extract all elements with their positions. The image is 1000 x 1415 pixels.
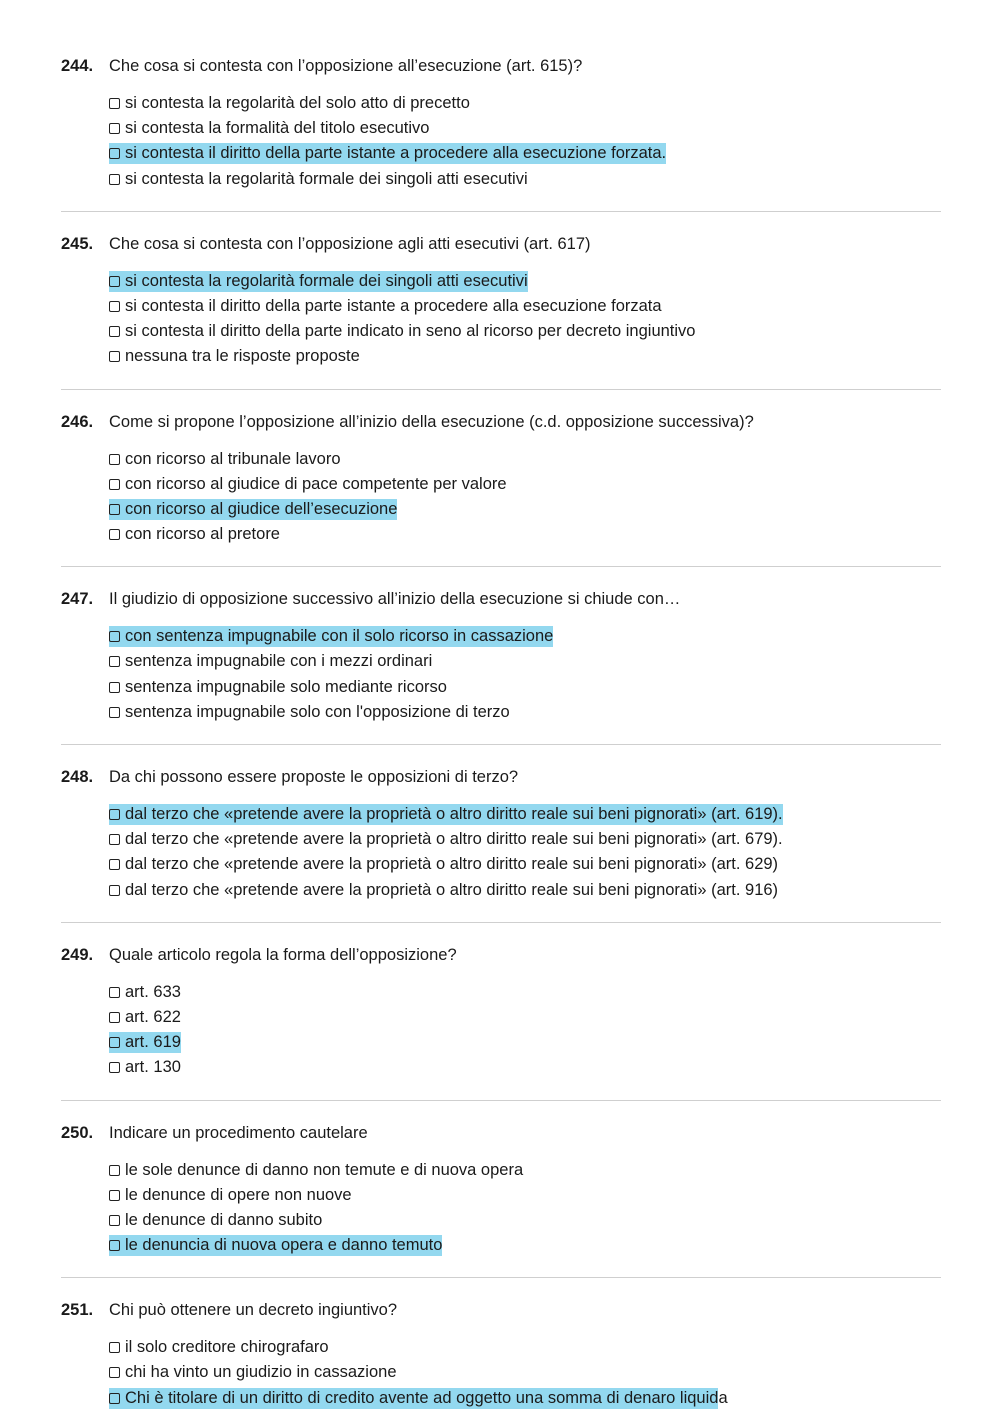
- checkbox-icon[interactable]: [109, 326, 120, 337]
- correct-answer-highlight: [109, 1388, 718, 1409]
- answer-content: [109, 1210, 322, 1231]
- answer-option[interactable]: [109, 1055, 941, 1080]
- answer-option-correct[interactable]: [109, 1030, 941, 1055]
- question-block: [61, 765, 941, 903]
- answer-text: art. 622: [125, 1007, 181, 1026]
- question-block: [61, 54, 941, 192]
- answer-option[interactable]: [109, 675, 941, 700]
- answer-text: dal terzo che «pretende avere la proprietà o altro diritto reale sui beni pignorati» (art. 629): [125, 855, 779, 874]
- question-separator: [61, 211, 941, 212]
- answer-content: [109, 524, 280, 545]
- answer-text: si contesta il diritto della parte istante a procedere alla esecuzione forzata.: [125, 144, 667, 163]
- checkbox-icon[interactable]: [109, 631, 120, 642]
- answer-option[interactable]: [109, 878, 941, 903]
- answer-option[interactable]: [109, 167, 941, 192]
- answer-content: [109, 449, 341, 470]
- question-separator: [61, 1277, 941, 1278]
- answer-list: [61, 980, 941, 1081]
- answer-text: si contesta la regolarità formale dei singoli atti esecutivi: [125, 271, 528, 290]
- answer-option[interactable]: [109, 344, 941, 369]
- question-number: 250.: [61, 1123, 94, 1142]
- answer-option[interactable]: [109, 1005, 941, 1030]
- question-header: [61, 765, 941, 789]
- answer-option[interactable]: [109, 827, 941, 852]
- correct-answer-highlight: [109, 499, 397, 520]
- checkbox-icon[interactable]: [109, 148, 120, 159]
- checkbox-icon[interactable]: [109, 1190, 120, 1201]
- checkbox-icon[interactable]: [109, 1012, 120, 1023]
- answer-option-correct[interactable]: [109, 1386, 941, 1411]
- answer-text: si contesta la formalità del titolo esecutivo: [125, 119, 430, 138]
- checkbox-icon[interactable]: [109, 707, 120, 718]
- checkbox-icon[interactable]: [109, 1367, 120, 1378]
- question-separator: [61, 566, 941, 567]
- correct-answer-highlight: [109, 1235, 442, 1256]
- checkbox-icon[interactable]: [109, 1062, 120, 1073]
- question-number: 248.: [61, 768, 94, 786]
- question-header: [61, 587, 941, 611]
- answer-option[interactable]: [109, 700, 941, 725]
- answer-text: si contesta il diritto della parte indicato in seno al ricorso per decreto ingiuntivo: [125, 322, 696, 341]
- question-text: Chi può ottenere un decreto ingiuntivo?: [109, 1301, 398, 1320]
- answer-text: si contesta la regolarità del solo atto di precetto: [125, 94, 470, 112]
- question-number: 245.: [61, 234, 94, 253]
- answer-text: le denuncia di nuova opera e danno temuto: [125, 1236, 443, 1255]
- answer-content: [109, 880, 778, 901]
- answer-text: con sentenza impugnabile con il solo ricorso in cassazione: [125, 627, 554, 646]
- answer-text: art. 619: [125, 1033, 181, 1052]
- answer-option-correct[interactable]: [109, 1233, 941, 1258]
- checkbox-icon[interactable]: [109, 682, 120, 693]
- answer-content: [109, 1362, 397, 1383]
- answer-content: [109, 1057, 181, 1078]
- question-block: [61, 232, 941, 370]
- answer-text: con ricorso al giudice di pace competente per valore: [125, 474, 507, 493]
- answer-text: si contesta la regolarità formale dei singoli atti esecutivi: [125, 169, 528, 188]
- answer-content: [109, 829, 783, 850]
- question-text: Che cosa si contesta con l’opposizione agli atti esecutivi (art. 617): [109, 234, 591, 253]
- checkbox-icon[interactable]: [109, 1393, 120, 1404]
- answer-content: [109, 474, 507, 495]
- question-number: 244.: [61, 57, 94, 75]
- answer-option[interactable]: [109, 980, 941, 1005]
- question-text: Come si propone l’opposizione all’inizio della esecuzione (c.d. opposizione successiva)?: [109, 412, 754, 431]
- question-number: 247.: [61, 590, 94, 609]
- question-separator: [61, 744, 941, 745]
- answer-list: [61, 624, 941, 725]
- checkbox-icon[interactable]: [109, 1165, 120, 1176]
- answer-list: [61, 447, 941, 548]
- checkbox-icon[interactable]: [109, 479, 120, 490]
- answer-option[interactable]: [109, 852, 941, 877]
- answer-text: sentenza impugnabile solo con l'opposizione di terzo: [125, 702, 510, 721]
- answer-content: [109, 677, 447, 698]
- answer-text: le denunce di opere non nuove: [125, 1185, 352, 1204]
- correct-answer-highlight: [109, 1032, 181, 1053]
- question-block: [61, 1121, 941, 1259]
- question-number: 249.: [61, 945, 94, 964]
- answer-option[interactable]: [109, 1335, 941, 1360]
- question-separator: [61, 389, 941, 390]
- checkbox-icon[interactable]: [109, 1342, 120, 1353]
- question-block: [61, 410, 941, 548]
- answer-option[interactable]: [109, 319, 941, 344]
- answer-option[interactable]: [109, 472, 941, 497]
- checkbox-icon[interactable]: [109, 987, 120, 998]
- answer-option-correct[interactable]: [109, 269, 941, 294]
- answer-list: [61, 269, 941, 370]
- correct-answer-highlight: [109, 804, 783, 825]
- answer-text: dal terzo che «pretende avere la proprietà o altro diritto reale sui beni pignorati» (art. 916): [125, 880, 779, 899]
- checkbox-icon[interactable]: [109, 1240, 120, 1251]
- answer-option[interactable]: [109, 649, 941, 674]
- checkbox-icon[interactable]: [109, 174, 120, 185]
- answer-content: [109, 321, 695, 342]
- answer-text: sentenza impugnabile solo mediante ricorso: [125, 677, 447, 696]
- answer-text: dal terzo che «pretende avere la proprietà o altro diritto reale sui beni pignorati» (art. 679).: [125, 830, 783, 849]
- checkbox-icon[interactable]: [109, 1037, 120, 1048]
- question-text: Quale articolo regola la forma dell’opposizione?: [109, 945, 457, 964]
- question-text: Indicare un procedimento cautelare: [109, 1123, 368, 1142]
- answer-content: [109, 346, 360, 367]
- answer-option-correct[interactable]: [109, 497, 941, 522]
- answer-content: [109, 1185, 352, 1206]
- quiz-document: [61, 54, 941, 1411]
- answer-content: [109, 982, 181, 1003]
- answer-text: le sole denunce di danno non temute e di nuova opera: [125, 1160, 524, 1179]
- answer-text: nessuna tra le risposte proposte: [125, 347, 360, 366]
- answer-content: [109, 118, 430, 139]
- checkbox-icon[interactable]: [109, 859, 120, 870]
- checkbox-icon[interactable]: [109, 276, 120, 287]
- answer-option-correct[interactable]: [109, 624, 941, 649]
- checkbox-icon[interactable]: [109, 809, 120, 820]
- checkbox-icon[interactable]: [109, 98, 120, 109]
- question-header: [61, 943, 941, 967]
- question-header: [61, 410, 941, 434]
- question-block: [61, 943, 941, 1081]
- question-header: [61, 54, 941, 78]
- answer-option[interactable]: [109, 294, 941, 319]
- answer-content: [109, 1007, 181, 1028]
- answer-content: [109, 93, 470, 114]
- answer-text: il solo creditore chirografaro: [125, 1338, 329, 1357]
- checkbox-icon[interactable]: [109, 656, 120, 667]
- checkbox-icon[interactable]: [109, 454, 120, 465]
- checkbox-icon[interactable]: [109, 301, 120, 312]
- checkbox-icon[interactable]: [109, 504, 120, 515]
- question-separator: [61, 922, 941, 923]
- question-block: [61, 587, 941, 725]
- answer-option[interactable]: [109, 91, 941, 116]
- answer-content: [109, 854, 778, 875]
- question-header: [61, 1121, 941, 1145]
- answer-list: [61, 1158, 941, 1259]
- answer-content: [109, 169, 528, 190]
- question-text: Da chi possono essere proposte le opposizioni di terzo?: [109, 768, 519, 786]
- checkbox-icon[interactable]: [109, 834, 120, 845]
- answer-text: con ricorso al pretore: [125, 525, 280, 544]
- answer-option[interactable]: [109, 116, 941, 141]
- answer-list: [61, 802, 941, 903]
- question-text: Il giudizio di opposizione successivo all’inizio della esecuzione si chiude con…: [109, 590, 681, 609]
- answer-text: le denunce di danno subito: [125, 1210, 323, 1229]
- answer-text: Chi è titolare di un diritto di credito avente ad oggetto una somma di denaro liquid: [125, 1388, 719, 1407]
- answer-text: chi ha vinto un giudizio in cassazione: [125, 1363, 397, 1382]
- answer-text: si contesta il diritto della parte istante a procedere alla esecuzione forzata: [125, 296, 662, 315]
- answer-option[interactable]: [109, 1183, 941, 1208]
- checkbox-icon[interactable]: [109, 885, 120, 896]
- answer-option[interactable]: [109, 447, 941, 472]
- answer-text: sentenza impugnabile con i mezzi ordinari: [125, 652, 433, 671]
- checkbox-icon[interactable]: [109, 351, 120, 362]
- checkbox-icon[interactable]: [109, 123, 120, 134]
- answer-text: con ricorso al giudice dell’esecuzione: [125, 499, 398, 518]
- answer-content: [109, 1337, 329, 1358]
- answer-option[interactable]: [109, 1208, 941, 1233]
- answer-list: [61, 91, 941, 192]
- question-header: [61, 1298, 941, 1322]
- answer-option-correct[interactable]: [109, 141, 941, 166]
- checkbox-icon[interactable]: [109, 1215, 120, 1226]
- question-text: Che cosa si contesta con l’opposizione all’esecuzione (art. 615)?: [109, 57, 583, 75]
- question-block: [61, 1298, 941, 1411]
- answer-list: [61, 1335, 941, 1411]
- answer-option[interactable]: [109, 522, 941, 547]
- question-separator: [61, 1100, 941, 1101]
- correct-answer-highlight: [109, 271, 528, 292]
- answer-option[interactable]: [109, 1158, 941, 1183]
- answer-content: [109, 296, 662, 317]
- checkbox-icon[interactable]: [109, 529, 120, 540]
- answer-text: dal terzo che «pretende avere la proprietà o altro diritto reale sui beni pignorati» (art. 619).: [125, 805, 783, 823]
- question-number: 246.: [61, 412, 94, 431]
- question-number: 251.: [61, 1301, 94, 1320]
- answer-option[interactable]: [109, 1360, 941, 1385]
- answer-content: [109, 1160, 523, 1181]
- answer-text: con ricorso al tribunale lavoro: [125, 449, 341, 468]
- answer-content: [109, 651, 432, 672]
- answer-text: art. 130: [125, 1058, 181, 1077]
- question-header: [61, 232, 941, 256]
- correct-answer-highlight: [109, 626, 553, 647]
- answer-content: [109, 702, 510, 723]
- answer-text-tail: a: [718, 1388, 728, 1407]
- answer-text: art. 633: [125, 982, 181, 1001]
- answer-option-correct[interactable]: [109, 802, 941, 827]
- correct-answer-highlight: [109, 143, 666, 164]
